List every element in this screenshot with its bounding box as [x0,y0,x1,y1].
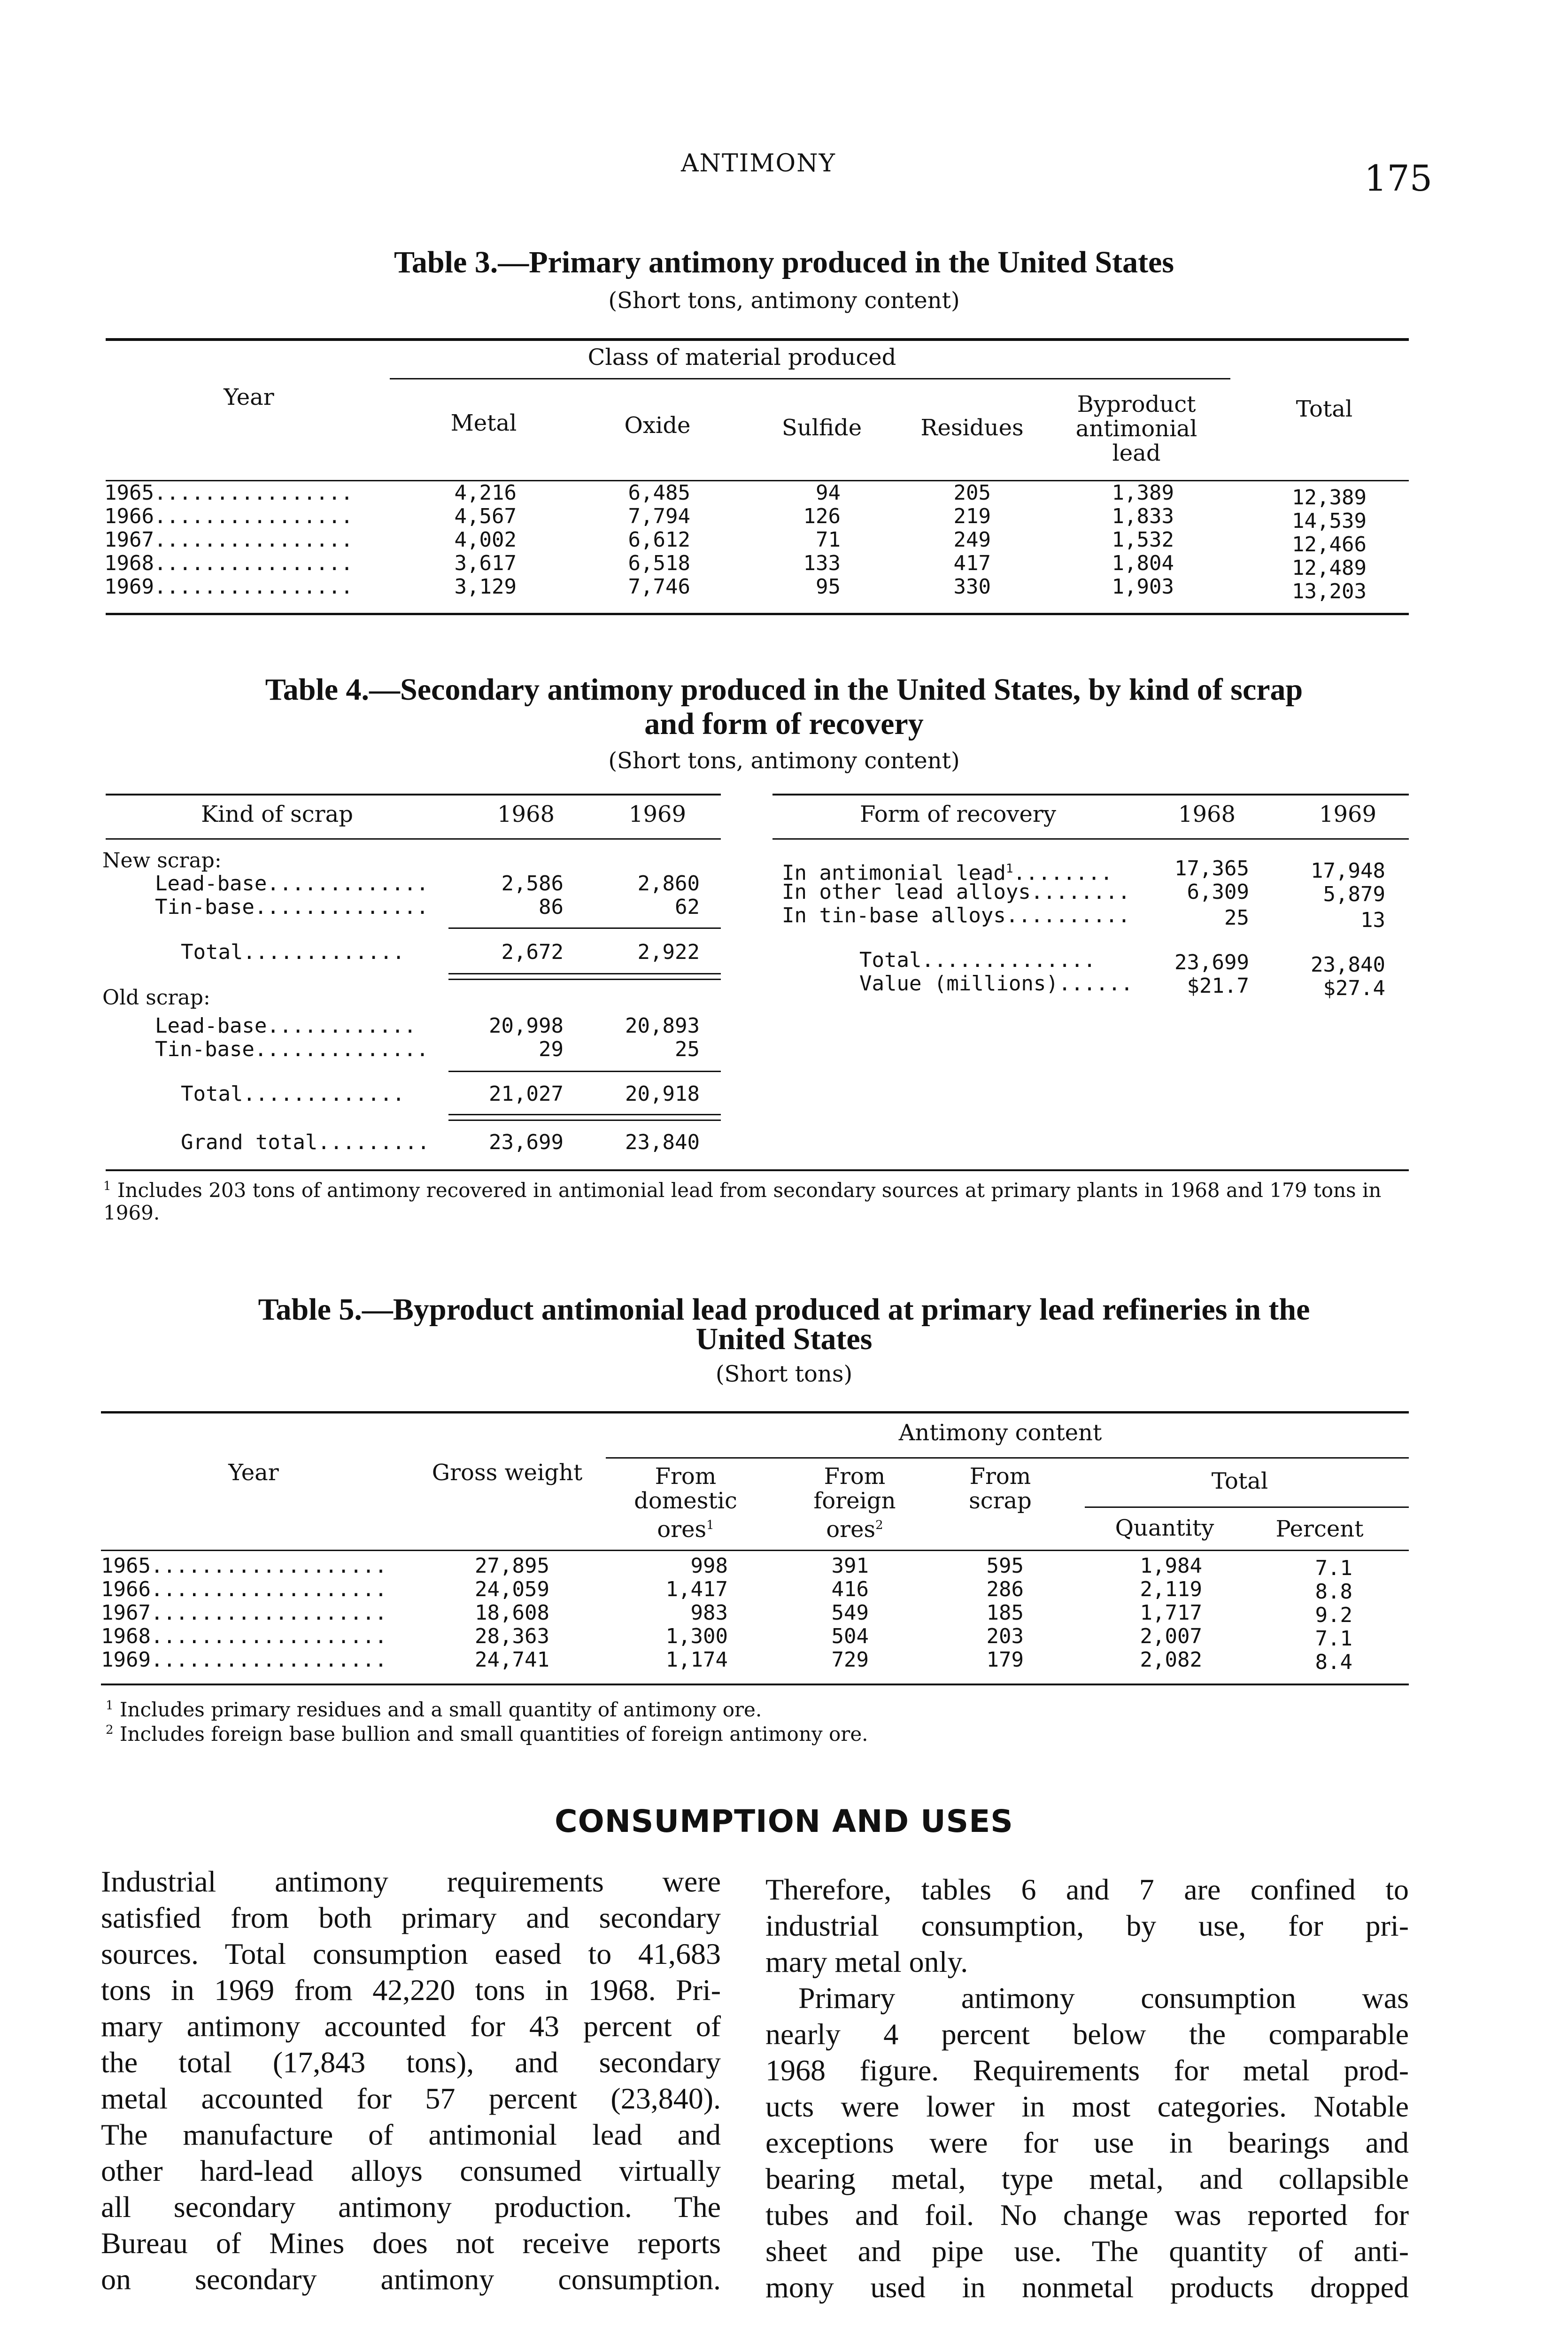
table-4-old-lead-1969: 20,893 [625,1014,700,1038]
table-4-r1-1969: 17,948 [1311,859,1385,883]
table-3-metal-1965: 4,216 [454,481,517,505]
table-4-new-scrap: New scrap: [102,849,222,873]
table-4-old-lead-label: Lead-base............ [155,1014,417,1038]
table-4-col-r-1969: 1969 [1319,801,1377,827]
table-5-scrap-1968: 203 [986,1624,1024,1648]
table-3-residues-1966: 219 [953,504,991,528]
right-line-3: mary metal only. [765,1945,968,1978]
table-4-col-form: Form of recovery [860,801,1056,827]
table-5-title-line2: United States [695,1322,873,1356]
table-4-old-lead-1968: 20,998 [489,1014,564,1038]
right-line-7: ucts were lower in most categories. Notable [765,2090,1409,2123]
table-4-grand-total-label: Grand total......... [181,1130,430,1154]
section-heading: CONSUMPTION AND USES [555,1803,1013,1839]
table-3-metal-1967: 4,002 [454,528,517,552]
table-4-new-total-label: Total............. [181,940,405,964]
table-3-total-1969: 13,203 [1292,579,1367,603]
table-4-new-lead-1969: 2,860 [637,872,700,896]
table-4-subtitle: (Short tons, antimony content) [608,748,960,774]
page-number: 175 [1364,157,1433,199]
table-4-r2-1969: 5,879 [1323,882,1385,906]
table-3-byproduct-1967: 1,532 [1112,528,1174,552]
table-3-oxide-1966: 7,794 [628,504,690,528]
table-4-old-total-label: Total............. [181,1082,405,1106]
table-3-oxide-1967: 6,612 [628,528,690,552]
table-3-col-metal: Metal [450,410,517,436]
table-4-old-total-1969: 20,918 [625,1082,700,1106]
table-4-old-tin-label: Tin-base.............. [155,1037,429,1061]
table-4-new-total-1968: 2,672 [501,940,564,964]
table-4-r1-label: In antimonial lead$^1$........ [782,861,1113,885]
table-5-domestic-1965: 998 [690,1554,728,1578]
table-3-metal-1968: 3,617 [454,551,517,575]
table-3-byproduct-1968: 1,804 [1112,551,1174,575]
right-line-1: Therefore, tables 6 and 7 are confined to [765,1873,1409,1906]
table-4-r3-1968: 25 [1224,906,1249,930]
table-3-total-1968: 12,489 [1292,556,1367,580]
table-4-r4-1968: 23,699 [1174,950,1249,974]
table-4-col-r-1968: 1968 [1178,801,1236,827]
table-5-year-1965: 1965................... [101,1554,387,1578]
table-4-r3-1969: 13 [1360,908,1385,932]
table-3-residues-1969: 330 [953,575,991,599]
table-5-foreign-1966: 416 [831,1577,869,1601]
table-5-year-1966: 1966................... [101,1577,387,1601]
table-5-scrap-1967: 185 [986,1601,1024,1625]
table-4-new-tin-label: Tin-base.............. [155,895,429,919]
table-3-metal-1966: 4,567 [454,504,517,528]
table-5-domestic-1966: 1,417 [665,1577,728,1601]
table-4-new-lead-1968: 2,586 [501,872,564,896]
table-4-old-scrap: Old scrap: [102,986,210,1010]
right-line-2: industrial consumption, by use, for pri- [765,1909,1409,1942]
left-line-7: metal accounted for 57 percent (23,840). [101,2082,721,2115]
table-3-col-oxide: Oxide [624,412,691,439]
table-4-r2-1968: 6,309 [1187,880,1249,904]
table-4-col-1968: 1968 [497,801,555,827]
table-4-title-line2: and form of recovery [644,707,924,741]
table-5-col-year: Year [228,1460,279,1486]
table-4-grand-1968: 23,699 [489,1130,564,1154]
left-line-10: all secondary antimony production. The [101,2190,721,2224]
table-3-residues-1967: 249 [953,528,991,552]
table-5-domestic-1967: 983 [690,1601,728,1625]
table-4-old-tin-1969: 25 [675,1037,700,1061]
table-4-r5-1969: $27.4 [1323,976,1385,1000]
table-3-col-byproduct: Byproduct antimonial lead [1075,391,1197,466]
table-5-domestic-1969: 1,174 [665,1648,728,1672]
table-3-col-residues: Residues [920,415,1024,441]
table-3-col-sulfide: Sulfide [781,415,862,441]
table-4-r5-1968: $21.7 [1187,974,1249,998]
table-4-old-tin-1968: 29 [539,1037,564,1061]
table-5-group-header: Antimony content [898,1420,1102,1446]
table-4-new-tin-1969: 62 [675,895,700,919]
table-5-col-total: Total [1211,1468,1268,1494]
table-5-col-percent: Percent [1275,1516,1364,1542]
table-5-foreign-1967: 549 [831,1601,869,1625]
table-4-r2-label: In other lead alloys........ [782,880,1130,904]
left-line-9: other hard-lead alloys consumed virtually [101,2154,721,2187]
left-line-6: the total (17,843 tons), and secondary [101,2046,721,2079]
table-5-col-domestic: From domestic ores$^1$ [634,1463,737,1543]
table-3-sulfide-1966: 126 [803,504,841,528]
table-3-year-1966: 1966................ [104,504,353,528]
table-5-percent-1966: 8.8 [1315,1580,1352,1604]
right-line-5: nearly 4 percent below the comparable [765,2017,1409,2051]
left-line-12: on secondary antimony consumption. [101,2263,721,2296]
right-line-11: sheet and pipe use. The quantity of anti- [765,2234,1409,2268]
table-5-foreign-1968: 504 [831,1624,869,1648]
right-line-9: bearing metal, type metal, and collapsible [765,2162,1409,2195]
right-line-8: exceptions were for use in bearings and [765,2126,1409,2159]
table-5-col-foreign: From foreign ores$^2$ [813,1463,896,1543]
right-line-10: tubes and foil. No change was reported for [765,2198,1409,2232]
table-3-col-total: Total [1296,396,1353,422]
table-3-oxide-1965: 6,485 [628,481,690,505]
table-3-subtitle: (Short tons, antimony content) [608,287,960,314]
running-header: ANTIMONY [681,149,836,178]
table-3-sulfide-1969: 95 [816,575,841,599]
table-3-oxide-1969: 7,746 [628,575,690,599]
table-3-byproduct-1966: 1,833 [1112,504,1174,528]
table-5-subtitle: (Short tons) [715,1361,853,1387]
table-5-domestic-1968: 1,300 [665,1624,728,1648]
table-4-new-total-1969: 2,922 [637,940,700,964]
table-3-total-1967: 12,466 [1292,533,1367,556]
table-5-year-1967: 1967................... [101,1601,387,1625]
left-line-4: tons in 1969 from 42,220 tons in 1968. Pri- [101,1973,721,2007]
table-4-col-kind: Kind of scrap [201,801,353,827]
table-3-year-1969: 1969................ [104,575,353,599]
table-5-percent-1969: 8.4 [1315,1650,1352,1674]
table-5-quantity-1968: 2,007 [1140,1624,1202,1648]
left-line-3: sources. Total consumption eased to 41,683 [101,1937,721,1970]
table-5-col-gross: Gross weight [432,1460,583,1486]
left-line-1: Industrial antimony requirements were [101,1865,721,1898]
table-5-gross-1967: 18,608 [475,1601,549,1625]
table-5-gross-1968: 28,363 [475,1624,549,1648]
table-5-quantity-1969: 2,082 [1140,1648,1202,1672]
table-3-oxide-1968: 6,518 [628,551,690,575]
table-4-col-1969: 1969 [628,801,687,827]
table-5-scrap-1966: 286 [986,1577,1024,1601]
table-4-r5-label: Value (millions)...... [859,972,1133,996]
table-3-sulfide-1965: 94 [816,481,841,505]
table-3-col-year: Year [224,384,274,410]
table-4-r4-label: Total.............. [859,948,1096,972]
table-3-total-1966: 14,539 [1292,509,1367,533]
table-5-col-scrap: From scrap [969,1463,1032,1514]
table-5-year-1968: 1968................... [101,1624,387,1648]
right-line-4: Primary antimony consumption was [798,1981,1409,2015]
table-3-metal-1969: 3,129 [454,575,517,599]
table-5-percent-1965: 7.1 [1315,1556,1352,1580]
table-4-r3-label: In tin-base alloys.......... [782,904,1130,927]
table-5-quantity-1966: 2,119 [1140,1577,1202,1601]
table-5-year-1969: 1969................... [101,1648,387,1672]
table-3-total-1965: 12,389 [1292,486,1367,510]
table-5-scrap-1969: 179 [986,1648,1024,1672]
left-line-2: satisfied from both primary and secondary [101,1901,721,1934]
table-4-grand-1969: 23,840 [625,1130,700,1154]
table-5-quantity-1967: 1,717 [1140,1601,1202,1625]
table-4-new-lead-label: Lead-base............. [155,872,429,896]
left-line-5: mary antimony accounted for 43 percent of [101,2009,721,2043]
table-3-sulfide-1967: 71 [816,528,841,552]
right-line-6: 1968 figure. Requirements for metal prod- [765,2054,1409,2087]
table-5-title: Table 5.—Byproduct antimonial lead produced at primary lead refineries in the [258,1292,1310,1327]
table-3-residues-1965: 205 [953,481,991,505]
table-3-year-1967: 1967................ [104,528,353,552]
table-5-footnote-2: $^2$ Includes foreign base bullion and small quantities of foreign antimony ore. [106,1722,868,1746]
table-5-gross-1969: 24,741 [475,1648,549,1672]
table-3-title: Table 3.—Primary antimony produced in the United States [394,245,1174,279]
table-5-percent-1968: 7.1 [1315,1627,1352,1651]
table-4-r1-1968: 17,365 [1174,857,1249,880]
table-5-foreign-1969: 729 [831,1648,869,1672]
table-5-percent-1967: 9.2 [1315,1603,1352,1627]
table-4-old-total-1968: 21,027 [489,1082,564,1106]
table-3-byproduct-1965: 1,389 [1112,481,1174,505]
table-3-sulfide-1968: 133 [803,551,841,575]
table-3-year-1965: 1965................ [104,481,353,505]
table-5-gross-1965: 27,895 [475,1554,549,1578]
table-4-title: Table 4.—Secondary antimony produced in the United States, by kind of scrap [265,672,1303,707]
left-line-11: Bureau of Mines does not receive reports [101,2226,721,2260]
table-5-scrap-1965: 595 [986,1554,1024,1578]
table-5-foreign-1965: 391 [831,1554,869,1578]
table-3-byproduct-1969: 1,903 [1112,575,1174,599]
table-5-col-quantity: Quantity [1115,1515,1214,1541]
table-3-residues-1968: 417 [953,551,991,575]
table-4-new-tin-1968: 86 [539,895,564,919]
table-5-gross-1966: 24,059 [475,1577,549,1601]
table-5-footnote-1: $^1$ Includes primary residues and a small quantity of antimony ore. [106,1698,762,1721]
table-4-footnote: $^1$ Includes 203 tons of antimony recovered in antimonial lead from secondary sources at primary plants in 1968 and 179 tons in 1969. [103,1179,1382,1224]
table-5-quantity-1965: 1,984 [1140,1554,1202,1578]
left-line-8: The manufacture of antimonial lead and [101,2118,721,2151]
right-line-12: mony used in nonmetal products dropped [765,2271,1409,2304]
table-3-year-1968: 1968................ [104,551,353,575]
table-4-r4-1969: 23,840 [1311,953,1385,977]
table-3-group-header: Class of material produced [587,344,896,371]
